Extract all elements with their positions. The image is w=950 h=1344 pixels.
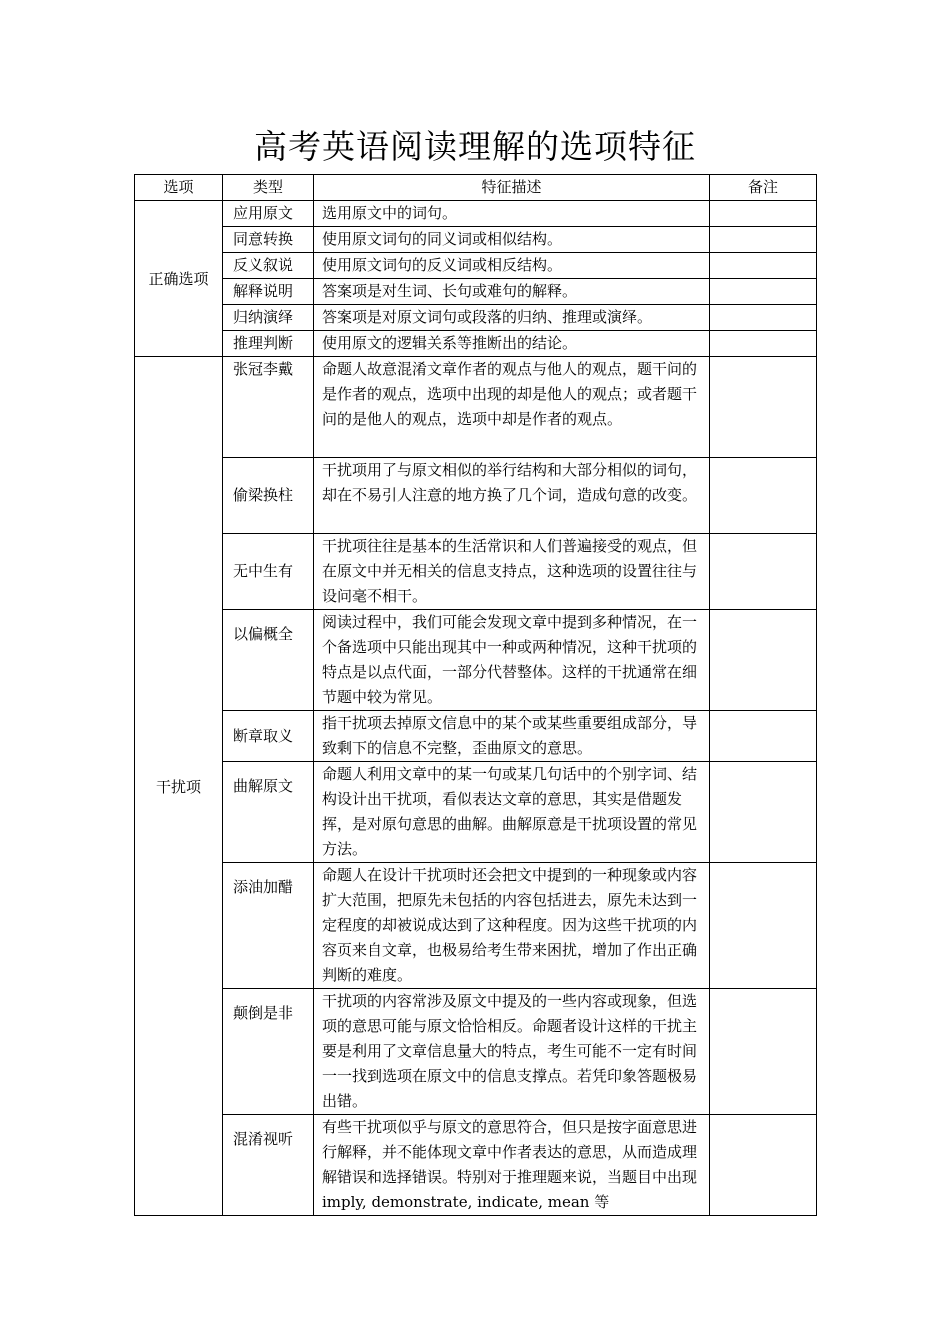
description-cell: 干扰项往往是基本的生活常识和人们普遍接受的观点，但在原文中并无相关的信息支持点，这种选项的设置往往与设问毫不相干。	[314, 534, 710, 610]
table-row	[135, 357, 817, 458]
note-cell	[710, 201, 817, 227]
description-cell: 使用原文的逻辑关系等推断出的结论。	[314, 331, 710, 357]
table-row	[135, 863, 817, 989]
type-cell: 应用原文	[223, 201, 314, 227]
type-cell: 无中生有	[223, 534, 314, 610]
type-cell: 混淆视听	[223, 1115, 314, 1216]
description-cell: 答案项是对生词、长句或难句的解释。	[314, 279, 710, 305]
note-cell	[710, 989, 817, 1115]
note-cell	[710, 534, 817, 610]
table-row	[135, 711, 817, 762]
type-cell: 推理判断	[223, 331, 314, 357]
page-title: 高考英语阅读理解的选项特征	[254, 127, 696, 166]
group-label-distractor: 干扰项	[135, 357, 223, 1216]
description-cell: 选用原文中的词句。	[314, 201, 710, 227]
note-cell	[710, 1115, 817, 1216]
table-row	[135, 762, 817, 863]
header-description: 特征描述	[314, 175, 710, 201]
type-cell: 归纳演绎	[223, 305, 314, 331]
note-cell	[710, 711, 817, 762]
table-row	[135, 279, 817, 305]
table-row	[135, 253, 817, 279]
type-cell: 添油加醋	[223, 863, 314, 989]
description-cell: 使用原文词句的同义词或相似结构。	[314, 227, 710, 253]
options-table	[134, 174, 817, 1216]
table-row	[135, 305, 817, 331]
table-row	[135, 458, 817, 534]
table-row	[135, 331, 817, 357]
note-cell	[710, 357, 817, 458]
table-header-row	[135, 175, 817, 201]
note-cell	[710, 253, 817, 279]
type-cell: 反义叙说	[223, 253, 314, 279]
note-cell	[710, 762, 817, 863]
table-row	[135, 534, 817, 610]
description-cell: 干扰项的内容常涉及原文中提及的一些内容或现象，但选项的意思可能与原文恰恰相反。命题者设计这样的干扰主要是利用了文章信息量大的特点，考生可能不一定有时间一一找到选项在原文中的信息支撑点。若凭印象答题极易出错。	[314, 989, 710, 1115]
table-row	[135, 610, 817, 711]
table-row	[135, 989, 817, 1115]
note-cell	[710, 610, 817, 711]
note-cell	[710, 863, 817, 989]
description-cell: 命题人利用文章中的某一句或某几句话中的个别字词、结构设计出干扰项，看似表达文章的意思，其实是借题发挥，是对原句意思的曲解。曲解原意是干扰项设置的常见方法。	[314, 762, 710, 863]
table-row	[135, 1115, 817, 1216]
table-row	[135, 227, 817, 253]
type-cell: 张冠李戴	[223, 357, 314, 458]
header-type: 类型	[223, 175, 314, 201]
type-cell: 颠倒是非	[223, 989, 314, 1115]
note-cell	[710, 227, 817, 253]
description-cell: 命题人在设计干扰项时还会把文中提到的一种现象或内容扩大范围，把原先未包括的内容包括进去，原先未达到一定程度的却被说成达到了这种程度。因为这些干扰项的内容页来自文章，也极易给考生带来困扰，增加了作出正确判断的难度。	[314, 863, 710, 989]
note-cell	[710, 305, 817, 331]
description-cell: 使用原文词句的反义词或相反结构。	[314, 253, 710, 279]
table-row	[135, 201, 817, 227]
type-cell: 解释说明	[223, 279, 314, 305]
note-cell	[710, 458, 817, 534]
type-cell: 以偏概全	[223, 610, 314, 711]
note-cell	[710, 331, 817, 357]
note-cell	[710, 279, 817, 305]
group-label-correct: 正确选项	[135, 201, 223, 357]
description-cell: 有些干扰项似乎与原文的意思符合，但只是按字面意思进行解释，并不能体现文章中作者表达的意思，从而造成理解错误和选择错误。特别对于推理题来说，当题目中出现 imply, demonstrate, indicate, mean 等	[314, 1115, 710, 1216]
header-option: 选项	[135, 175, 223, 201]
type-cell: 同意转换	[223, 227, 314, 253]
description-cell: 指干扰项去掉原文信息中的某个或某些重要组成部分，导致剩下的信息不完整，歪曲原文的意思。	[314, 711, 710, 762]
description-cell: 命题人故意混淆文章作者的观点与他人的观点，题干问的是作者的观点，选项中出现的却是他人的观点；或者题干问的是他人的观点，选项中却是作者的观点。	[314, 357, 710, 458]
type-cell: 偷梁换柱	[223, 458, 314, 534]
type-cell: 曲解原文	[223, 762, 314, 863]
description-cell: 干扰项用了与原文相似的举行结构和大部分相似的词句，却在不易引人注意的地方换了几个词，造成句意的改变。	[314, 458, 710, 534]
description-cell: 阅读过程中，我们可能会发现文章中提到多种情况，在一个备选项中只能出现其中一种或两种情况，这种干扰项的特点是以点代面，一部分代替整体。这样的干扰通常在细节题中较为常见。	[314, 610, 710, 711]
type-cell: 断章取义	[223, 711, 314, 762]
description-cell: 答案项是对原文词句或段落的归纳、推理或演绎。	[314, 305, 710, 331]
header-note: 备注	[710, 175, 817, 201]
